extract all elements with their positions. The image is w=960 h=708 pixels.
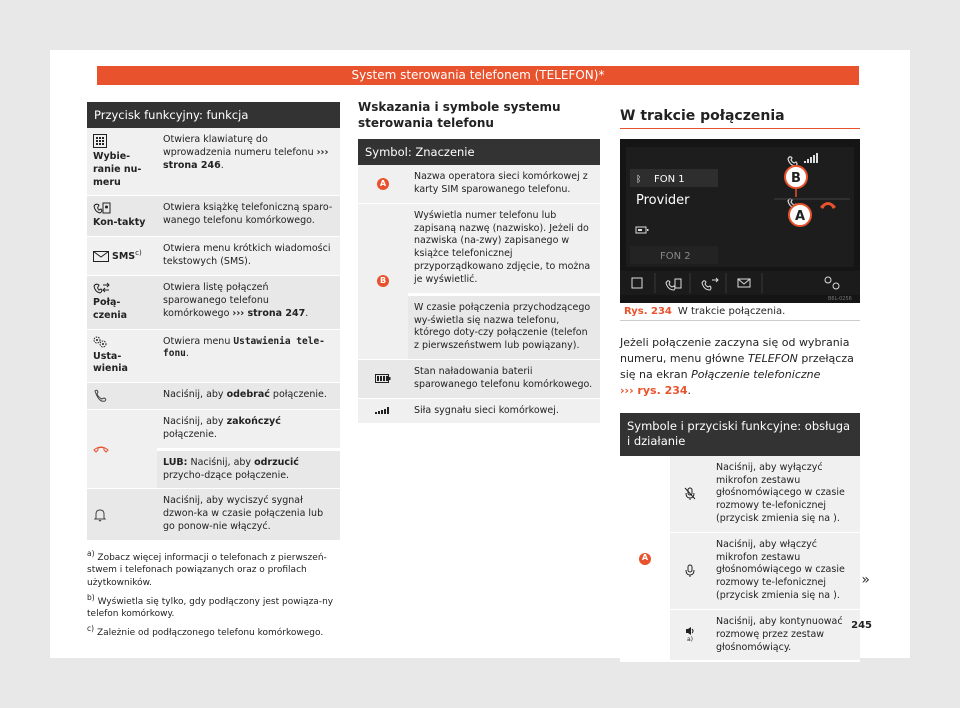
fon2-label: FON 2 [660, 251, 691, 262]
table-row: a) Naciśnij, aby kontynuować rozmowę przez zestaw głośnomówiący. [670, 610, 860, 661]
symbols-column [358, 100, 600, 424]
figure-caption: Rys. 234 W trakcie połączenia. [620, 303, 860, 321]
page-number: 245 [851, 620, 872, 631]
label-a-badge: A [639, 553, 651, 565]
table1-body [87, 128, 340, 541]
bell-icon [93, 508, 107, 522]
table-row: Naciśnij, aby wyłączyć mikrofon zestawu głośnomówiącego w czasie rozmowy te-lefonicznej (przycisk zmienia się na ). [670, 456, 860, 533]
keypad-icon [93, 134, 107, 148]
section-heading: Wskazania i symbole systemu sterowania telefonu [358, 100, 561, 130]
table-row: Wybie-ranie nu-meru Otwiera klawiaturę do wprowadzenia numeru telefonu ››› strona 246. [87, 128, 340, 196]
phone-screen-figure [620, 139, 860, 303]
table-row: Naciśnij, aby odebrać połączenie. [87, 383, 340, 410]
page-header: System sterowania telefonem (TELEFON)* [97, 66, 859, 85]
table1-header: Przycisk funkcyjny: funkcja [87, 102, 340, 128]
footnote: $^{b)}$ Wyświetla się tylko, gdy podłączony jest powiąza-ny telefon komórkowy. [87, 592, 334, 620]
row-label: SMS$^{c)}$ [112, 248, 142, 262]
table-row: A Nazwa operatora sieci komórkowej z karty SIM sparowanego telefonu. [358, 165, 600, 204]
fon1-label: FON 1 [654, 174, 685, 185]
table-row: B Wyświetla numer telefonu lub zapisaną nazwę (nazwisko). Jeżeli do nazwiska (na-zwy) zapisanego w książce telefonicznej przyporządkowano zdjęcie, to można je wyświetlić. W czasie połączenia przychodzącego wy-świetla się nazwa telefonu, którego doty-czy połączenie (telefon z pierwszeństwem lub powiązany). [358, 204, 600, 360]
label-a-badge: A [377, 178, 389, 190]
phone-accept-icon [93, 389, 107, 403]
section-heading: W trakcie połączenia [620, 100, 860, 129]
screen-drawing [620, 139, 860, 303]
provider-label: Provider [636, 193, 690, 208]
during-call-column [620, 100, 860, 662]
svg-text:ᛒ: ᛒ [636, 175, 642, 185]
signal-strength-icon [374, 406, 392, 415]
table-row: Połą-czenia Otwiera listę połączeń sparowanego telefonu komórkowego ››› strona 247. [87, 276, 340, 330]
label-b-badge: B [377, 275, 389, 287]
footnote: $^{c)}$ Zależnie od podłączonego telefonu komórkowego. [87, 623, 324, 638]
microphone-off-icon [684, 487, 696, 501]
continue-mark: » [861, 572, 870, 588]
row-label: Wybie-ranie nu-meru [93, 151, 142, 188]
phone-end-icon [93, 445, 109, 453]
microphone-icon [684, 564, 696, 578]
contacts-icon [93, 202, 111, 214]
figure-code: B6L-0256 [828, 296, 852, 302]
row-label: Usta-wienia [93, 350, 128, 375]
manual-page [50, 50, 910, 658]
functions-table [620, 413, 860, 663]
table2-header: Symbol: Znaczenie [358, 139, 600, 165]
gears-icon [93, 336, 107, 348]
call-list-icon [93, 282, 111, 294]
table-row: Siła sygnału sieci komórkowej. [358, 399, 600, 425]
table-row: SMS$^{c)}$ Otwiera menu krótkich wiadomości tekstowych (SMS). [87, 237, 340, 276]
footnotes [87, 549, 340, 640]
table-row: Usta-wienia Otwiera menu Ustawienia tele-fonu. [87, 330, 340, 384]
table-row: Stan naładowania baterii sparowanego telefonu komórkowego. [358, 360, 600, 399]
table-row: Naciśnij, aby wyciszyć sygnał dzwon-ka w czasie połączenia lub go ponow-nie włączyć. [87, 489, 340, 540]
table3-header: Symbole i przyciski funkcyjne: obsługa i działanie [620, 413, 860, 456]
table-row: Kon-takty Otwiera książkę telefoniczną sparo-wanego telefonu komórkowego. [87, 196, 340, 237]
row-label: Połą-czenia [93, 296, 128, 321]
svg-text:A: A [795, 209, 806, 224]
svg-text:B: B [791, 171, 801, 186]
footnote: $^{a)}$ Zobacz więcej informacji o telefonach z pierwszeń-stwem i telefonach powiązanych oraz o profilach użytkowników. [87, 548, 327, 588]
battery-icon [375, 374, 391, 383]
envelope-icon [93, 251, 109, 262]
body-paragraph: Jeżeli połączenie zaczyna się od wybrania numeru, menu główne TELEFON przełącza się na ekran Połączenie telefoniczne ››› rys. 234. [620, 336, 854, 397]
function-buttons-column [87, 102, 340, 642]
row-label: Kon-takty [93, 217, 146, 229]
table-row: Naciśnij, aby zakończyć połączenie. LUB: Naciśnij, aby odrzucić przycho-dzące połączenie. [87, 410, 340, 489]
handsfree-speaker-icon [685, 626, 695, 636]
table-row: Naciśnij, aby włączyć mikrofon zestawu głośnomówiącego w czasie rozmowy te-lefonicznej (przycisk zmienia się na ). [670, 533, 860, 610]
